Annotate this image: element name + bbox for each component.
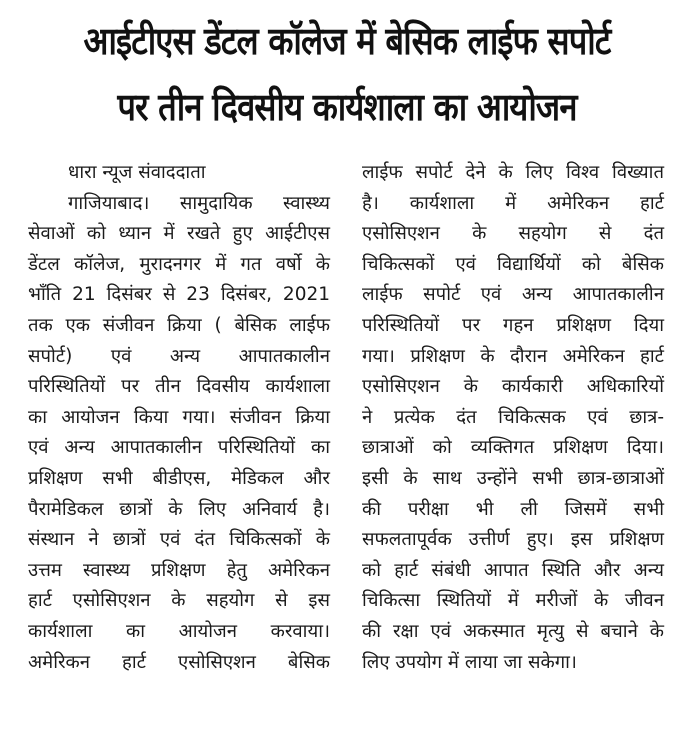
article-line: गया। प्रशिक्षण के दौरान अमेरिकन हार्ट [362,345,664,367]
article-line: सफलतापूर्वक उत्तीर्ण हुए। इस प्रशिक्षण [362,529,664,551]
article-line: प्रशिक्षण सभी बीडीएस, मेडिकल और [28,467,330,489]
article-line: उत्तम स्वास्थ्य प्रशिक्षण हेतु अमेरिकन [28,559,330,581]
headline-line-2: पर तीन दिवसीय कार्यशाला का आयोजन [117,85,577,129]
article-line: सपोर्ट) एवं अन्य आपातकालीन [28,345,330,367]
article-line: की परीक्षा भी ली जिसमें सभी [362,498,664,520]
article-line: अमेरिकन हार्ट एसोसिएशन बेसिक [28,651,330,673]
article-line: परिस्थितियों पर गहन प्रशिक्षण दिया [362,314,664,336]
article-line: को हार्ट संबंधी आपात स्थिति और अन्य [362,559,664,581]
article-line: लाईफ सपोर्ट एवं अन्य आपातकालीन [362,284,664,306]
right-column [362,158,664,678]
left-column [28,158,330,678]
article-line: कार्यशाला का आयोजन करवाया। [28,620,330,642]
article-line: लाईफ सपोर्ट देने के लिए विश्व विख्यात [362,162,664,183]
article-line: परिस्थितियों पर तीन दिवसीय कार्यशाला [28,376,330,398]
article-line: भाँति 21 दिसंबर से 23 दिसंबर, 2021 [28,284,330,306]
article-line: संस्थान ने छात्रों एवं दंत चिकित्सकों के [28,529,330,551]
article-line: तक एक संजीवन क्रिया ( बेसिक लाईफ [28,314,330,336]
article-line: चिकित्सकों एवं विद्यार्थियों को बेसिक [362,253,664,275]
article-line: गाजियाबाद। सामुदायिक स्वास्थ्य [68,192,330,214]
article-line: की रक्षा एवं अकस्मात मृत्यु से बचाने के [362,620,664,642]
article-line: लिए उपयोग में लाया जा सकेगा। [362,651,577,673]
article-line: डेंटल कॉलेज, मुरादनगर में गत वर्षो के [28,253,330,275]
article-line: चिकित्सा स्थितियों में मरीजों के जीवन [362,590,664,612]
article-line: एसोसिएशन के कार्यकारी अधिकारियों [362,376,664,398]
article-line: ने प्रत्येक दंत चिकित्सक एवं छात्र- [362,406,664,428]
article-line: हार्ट एसोसिएशन के सहयोग से इस [28,590,330,612]
headline-line-1: आईटीएस डेंटल कॉलेज में बेसिक लाईफ सपोर्ट [83,19,611,63]
article-line: का आयोजन किया गया। संजीवन क्रिया [28,406,330,428]
article-line: सेवाओं को ध्यान में रखते हुए आईटीएस [28,223,330,245]
byline: धारा न्यूज संवाददाता [68,162,206,183]
article-line: पैरामेडिकल छात्रों के लिए अनिवार्य है। [28,498,330,520]
article-line: एवं अन्य आपातकालीन परिस्थितियों का [28,437,330,459]
article-line: एसोसिएशन के सहयोग से दंत [362,223,664,245]
article-line: है। कार्यशाला में अमेरिकन हार्ट [362,192,664,214]
article-line: इसी के साथ उन्होंने सभी छात्र-छात्राओं [362,467,664,489]
article-line: छात्राओं को व्यक्तिगत प्रशिक्षण दिया। [362,437,664,459]
